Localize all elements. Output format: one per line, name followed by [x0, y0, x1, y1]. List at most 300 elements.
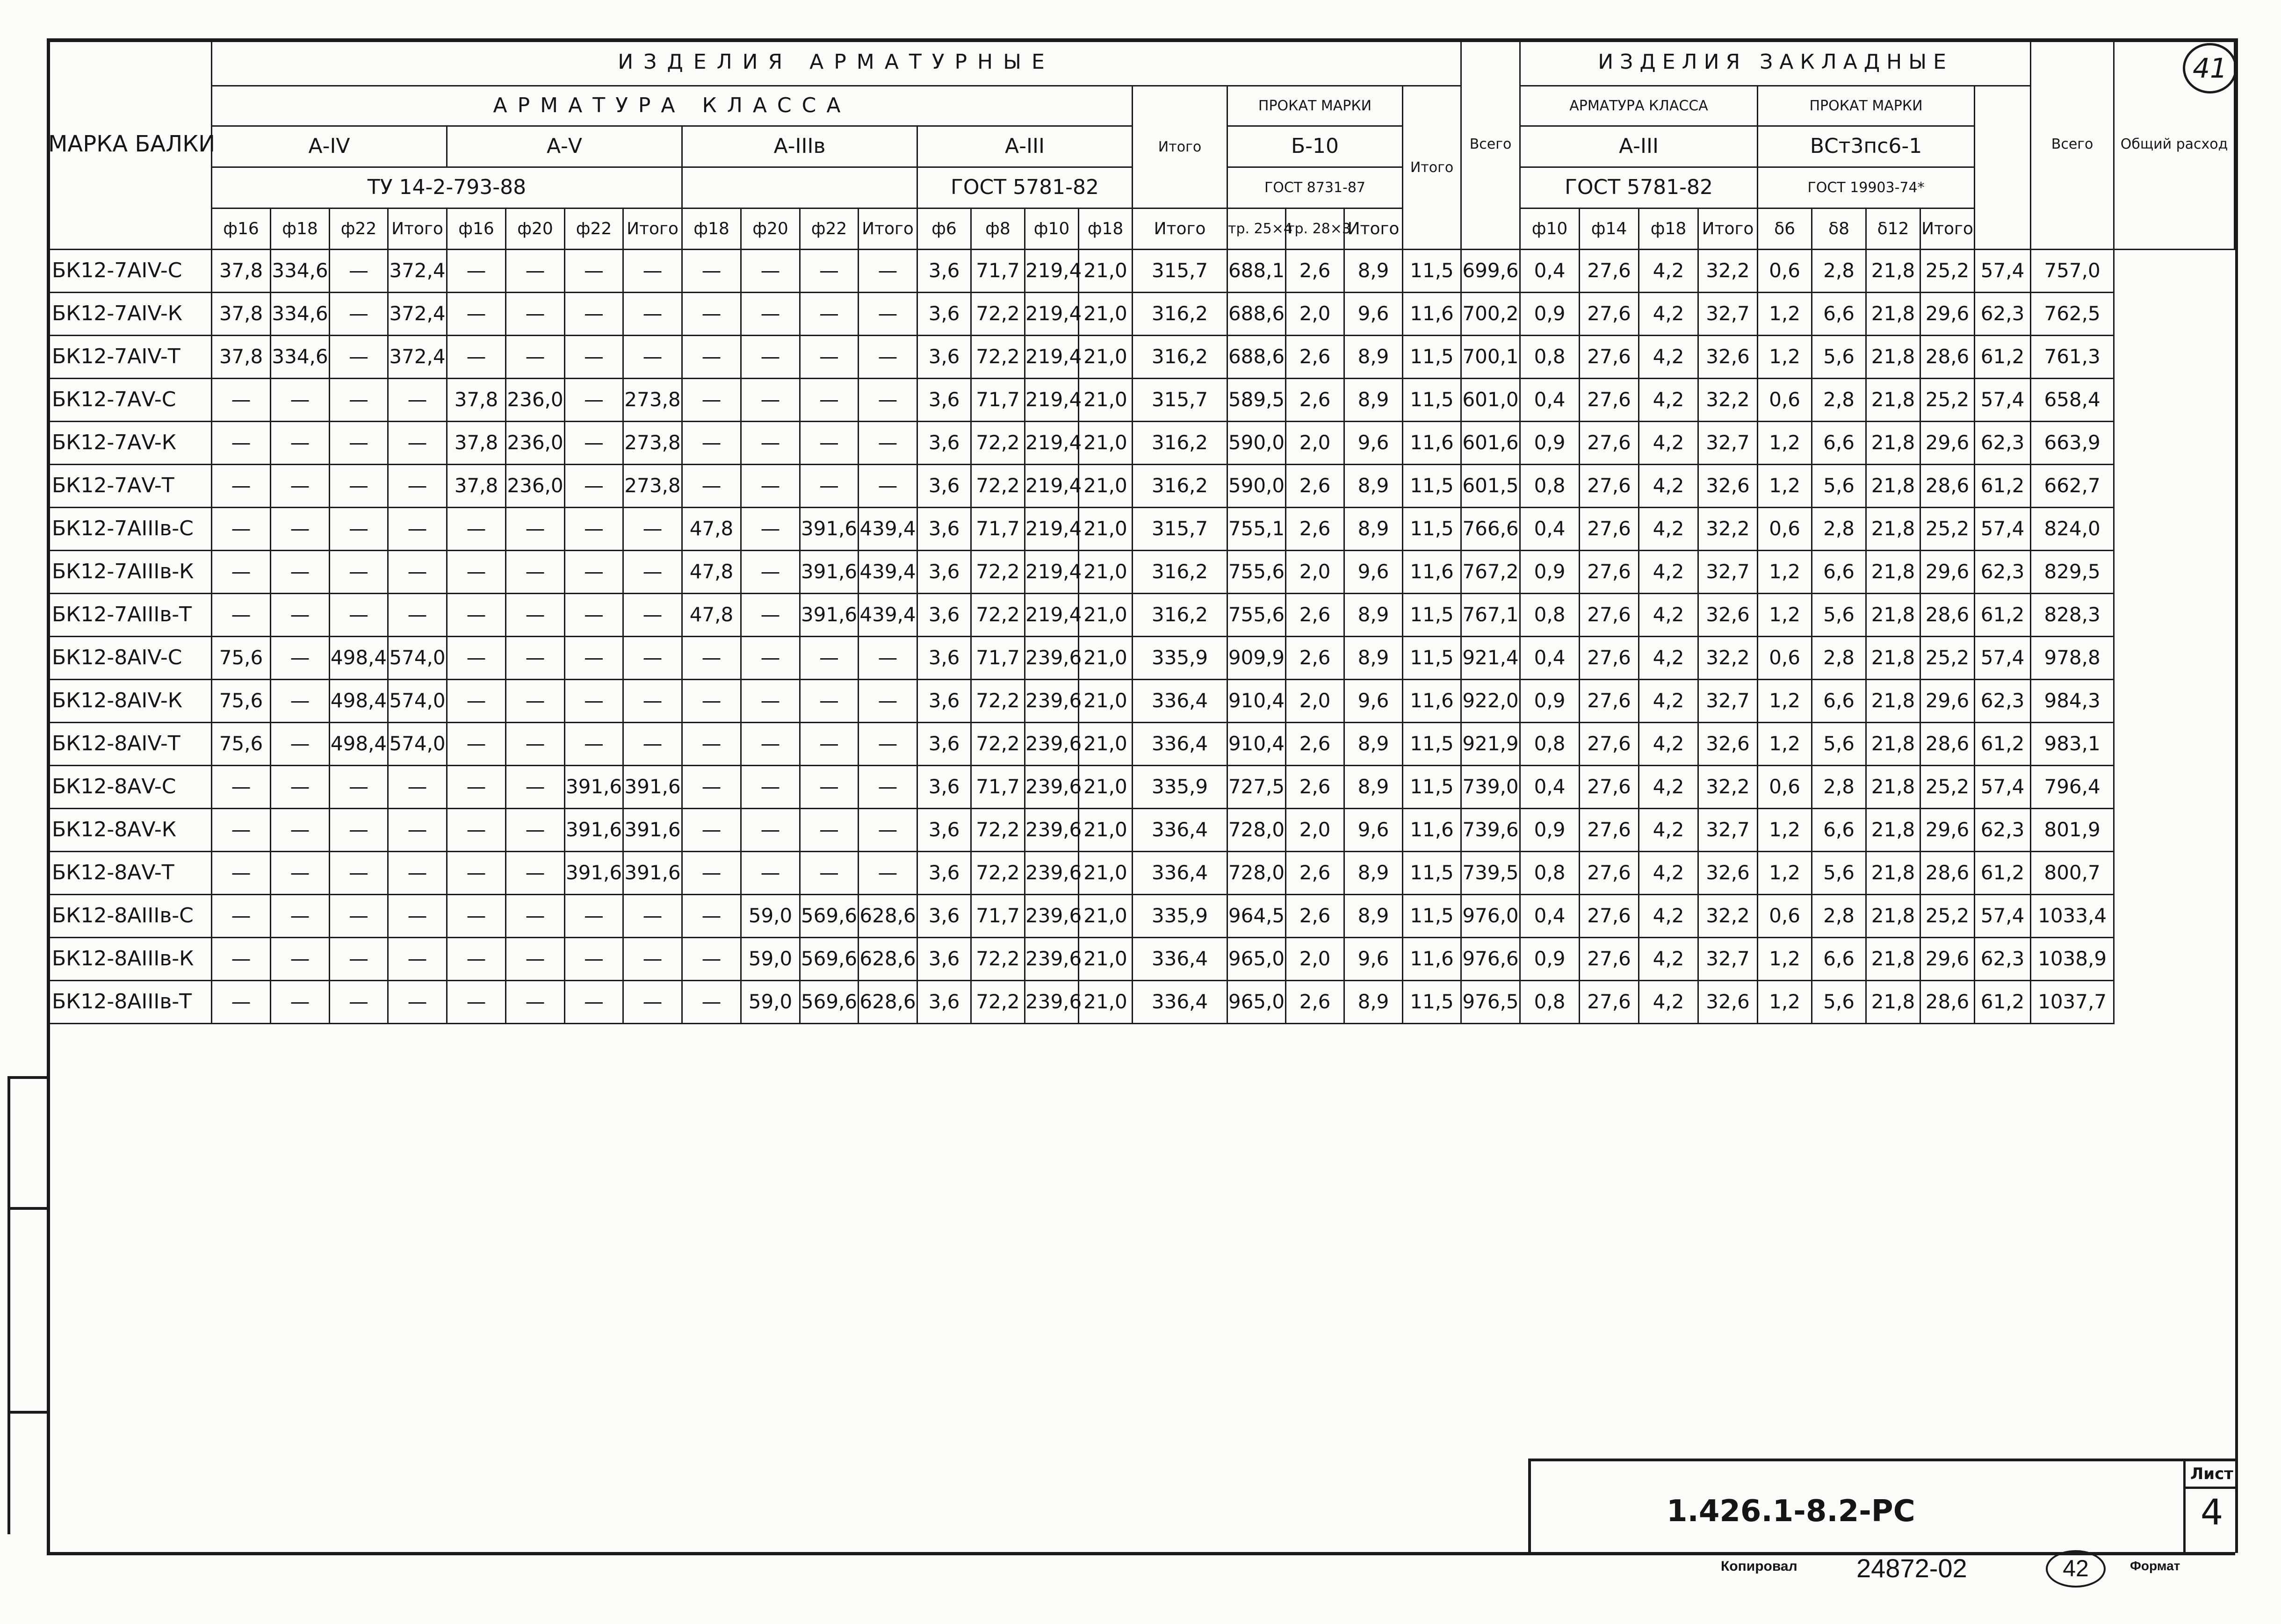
table-cell: — — [623, 981, 682, 1024]
table-row — [48, 809, 2235, 852]
table-cell: 11,5 — [1403, 981, 1461, 1024]
table-cell: 72,2 — [971, 938, 1025, 981]
table-cell: 755,6 — [1227, 551, 1286, 594]
format-label: Формат — [2130, 1559, 2180, 1573]
table-cell: 0,8 — [1520, 594, 1580, 637]
table-cell: 2,6 — [1286, 336, 1344, 379]
table-cell: 21,0 — [1079, 336, 1133, 379]
table-cell: 1033,4 — [2031, 895, 2114, 938]
table-cell: 315,7 — [1133, 250, 1227, 293]
table-cell: — — [623, 680, 682, 723]
table-cell: 601,6 — [1461, 422, 1520, 465]
table-cell: 28,6 — [1920, 723, 1975, 766]
page-circle: 42 — [2046, 1550, 2106, 1588]
table-cell: — — [565, 379, 623, 422]
margin-stub — [7, 1411, 47, 1414]
table-cell: — — [859, 852, 917, 895]
table-cell: — — [623, 938, 682, 981]
table-cell: 4,2 — [1639, 422, 1698, 465]
table-cell: 1,2 — [1758, 293, 1812, 336]
table-cell: 372,4 — [388, 293, 447, 336]
table-cell: 239,6 — [1025, 809, 1079, 852]
header-products-embedded: ИЗДЕЛИЯ ЗАКЛАДНЫЕ — [1520, 39, 2031, 86]
table-cell: 739,6 — [1461, 809, 1520, 852]
table-cell: 28,6 — [1920, 336, 1975, 379]
header-embedded-rebar-class: АРМАТУРА КЛАССА — [1520, 86, 1758, 126]
table-cell: 219,4 — [1025, 336, 1079, 379]
archive-number: 24872-02 — [1856, 1553, 1967, 1583]
table-cell: 315,7 — [1133, 508, 1227, 551]
table-cell: 6,6 — [1812, 680, 1866, 723]
table-cell: — — [330, 465, 388, 508]
column-header: ф22 — [565, 208, 623, 250]
table-cell: — — [800, 809, 859, 852]
table-cell: 21,8 — [1866, 379, 1920, 422]
table-cell: 316,2 — [1133, 422, 1227, 465]
table-cell: 4,2 — [1639, 981, 1698, 1024]
table-row — [48, 852, 2235, 895]
header-group-a5: А-V — [447, 126, 682, 167]
table-cell: — — [388, 852, 447, 895]
table-cell: 21,0 — [1079, 465, 1133, 508]
column-header: ф10 — [1520, 208, 1580, 250]
beam-mark-cell: БК12-8АV-К — [48, 809, 212, 852]
header-rebar-subtotal: Итого — [1133, 86, 1227, 208]
table-cell: 57,4 — [1975, 895, 2031, 938]
table-cell: 21,0 — [1079, 680, 1133, 723]
table-cell: 728,0 — [1227, 852, 1286, 895]
table-cell: 57,4 — [1975, 766, 2031, 809]
table-cell: 32,6 — [1698, 594, 1758, 637]
header-blank — [682, 167, 917, 208]
table-cell: 800,7 — [2031, 852, 2114, 895]
table-cell: 11,5 — [1403, 852, 1461, 895]
table-cell: — — [741, 379, 800, 422]
table-cell: 61,2 — [1975, 594, 2031, 637]
table-row — [48, 551, 2235, 594]
table-cell: — — [506, 680, 565, 723]
table-cell: 984,3 — [2031, 680, 2114, 723]
table-cell: — — [682, 852, 741, 895]
header-embedded-gost-5781: ГОСТ 5781-82 — [1520, 167, 1758, 208]
table-cell: — — [506, 981, 565, 1024]
table-cell: — — [330, 938, 388, 981]
table-cell: 75,6 — [212, 723, 271, 766]
table-cell: 910,4 — [1227, 723, 1286, 766]
table-cell: 21,0 — [1079, 379, 1133, 422]
table-cell: 2,6 — [1286, 766, 1344, 809]
table-cell: 4,2 — [1639, 508, 1698, 551]
table-cell: 3,6 — [917, 594, 971, 637]
table-cell: 11,5 — [1403, 766, 1461, 809]
table-cell: — — [506, 336, 565, 379]
table-cell: 25,2 — [1920, 508, 1975, 551]
table-cell: — — [447, 723, 506, 766]
table-cell: — — [859, 809, 917, 852]
table-cell: — — [682, 422, 741, 465]
margin-stub-vertical — [7, 1076, 10, 1534]
beam-mark-cell: БК12-7АIV-С — [48, 250, 212, 293]
table-cell: 755,1 — [1227, 508, 1286, 551]
table-cell: 32,7 — [1698, 938, 1758, 981]
table-cell: 25,2 — [1920, 895, 1975, 938]
table-cell: 0,9 — [1520, 551, 1580, 594]
table-cell: — — [565, 508, 623, 551]
table-cell: 2,6 — [1286, 508, 1344, 551]
table-cell: 29,6 — [1920, 809, 1975, 852]
table-cell: 0,9 — [1520, 293, 1580, 336]
column-header: ф6 — [917, 208, 971, 250]
table-cell: — — [447, 852, 506, 895]
table-cell: — — [800, 637, 859, 680]
table-cell: — — [447, 250, 506, 293]
table-cell: 574,0 — [388, 637, 447, 680]
table-cell: 219,4 — [1025, 508, 1079, 551]
table-cell: 9,6 — [1344, 551, 1403, 594]
table-cell: 239,6 — [1025, 723, 1079, 766]
table-cell: 4,2 — [1639, 336, 1698, 379]
table-cell: 910,4 — [1227, 680, 1286, 723]
table-cell: 976,6 — [1461, 938, 1520, 981]
table-cell: — — [682, 250, 741, 293]
table-cell: 1,2 — [1758, 938, 1812, 981]
table-cell: 71,7 — [971, 250, 1025, 293]
table-cell: 29,6 — [1920, 293, 1975, 336]
table-cell: 29,6 — [1920, 422, 1975, 465]
table-cell: 0,6 — [1758, 508, 1812, 551]
table-cell: 3,6 — [917, 895, 971, 938]
table-cell: 0,4 — [1520, 766, 1580, 809]
table-cell: 921,9 — [1461, 723, 1520, 766]
table-row — [48, 766, 2235, 809]
table-cell: — — [565, 938, 623, 981]
table-cell: 0,8 — [1520, 336, 1580, 379]
table-cell: 8,9 — [1344, 465, 1403, 508]
table-cell: 29,6 — [1920, 680, 1975, 723]
table-cell: 21,0 — [1079, 293, 1133, 336]
table-cell: 4,2 — [1639, 293, 1698, 336]
column-header: ф14 — [1580, 208, 1639, 250]
table-cell: — — [212, 766, 271, 809]
table-cell: 976,5 — [1461, 981, 1520, 1024]
table-cell: — — [330, 981, 388, 1024]
table-cell: 2,8 — [1812, 637, 1866, 680]
table-cell: — — [800, 766, 859, 809]
table-cell: 688,6 — [1227, 293, 1286, 336]
table-row — [48, 250, 2235, 293]
table-cell: 273,8 — [623, 422, 682, 465]
table-cell: — — [741, 809, 800, 852]
table-cell: 8,9 — [1344, 508, 1403, 551]
table-cell: — — [388, 981, 447, 1024]
table-cell: 8,9 — [1344, 895, 1403, 938]
table-cell: 72,2 — [971, 293, 1025, 336]
table-cell: 0,4 — [1520, 379, 1580, 422]
table-cell: — — [330, 766, 388, 809]
table-cell: 219,4 — [1025, 551, 1079, 594]
table-cell: 32,7 — [1698, 422, 1758, 465]
table-cell: 32,2 — [1698, 250, 1758, 293]
table-cell: — — [388, 379, 447, 422]
table-row — [48, 637, 2235, 680]
table-cell: 32,2 — [1698, 379, 1758, 422]
table-cell: 6,6 — [1812, 551, 1866, 594]
header-group-a3: А-III — [917, 126, 1133, 167]
table-cell: — — [800, 293, 859, 336]
table-cell: 27,6 — [1580, 723, 1639, 766]
table-cell: 590,0 — [1227, 465, 1286, 508]
header-embedded-rolled-brand: ПРОКАТ МАРКИ — [1758, 86, 1975, 126]
table-cell: 336,4 — [1133, 809, 1227, 852]
table-cell: 71,7 — [971, 766, 1025, 809]
table-cell: 239,6 — [1025, 637, 1079, 680]
table-cell: 21,8 — [1866, 723, 1920, 766]
table-cell: 21,8 — [1866, 336, 1920, 379]
table-cell: — — [271, 422, 330, 465]
table-cell: 27,6 — [1580, 895, 1639, 938]
table-cell: 3,6 — [917, 852, 971, 895]
margin-stub — [7, 1207, 47, 1210]
table-cell: 700,1 — [1461, 336, 1520, 379]
table-cell: — — [859, 250, 917, 293]
table-cell: 0,6 — [1758, 895, 1812, 938]
table-cell: — — [330, 852, 388, 895]
table-cell: — — [506, 637, 565, 680]
table-cell: 498,4 — [330, 637, 388, 680]
table-cell: — — [506, 551, 565, 594]
table-cell: 5,6 — [1812, 465, 1866, 508]
table-cell: — — [506, 938, 565, 981]
table-cell: — — [741, 336, 800, 379]
table-cell: — — [741, 637, 800, 680]
table-cell: — — [506, 508, 565, 551]
column-header: тр. 25×4 — [1227, 208, 1286, 250]
table-body — [48, 250, 2235, 1024]
table-cell: — — [212, 809, 271, 852]
table-cell: 688,1 — [1227, 250, 1286, 293]
column-header: ф20 — [506, 208, 565, 250]
table-cell: — — [682, 336, 741, 379]
table-cell: 2,6 — [1286, 981, 1344, 1024]
table-cell: — — [271, 680, 330, 723]
table-cell: 336,4 — [1133, 938, 1227, 981]
table-cell: 0,9 — [1520, 938, 1580, 981]
table-cell: 1,2 — [1758, 680, 1812, 723]
table-cell: 824,0 — [2031, 508, 2114, 551]
table-cell: 965,0 — [1227, 938, 1286, 981]
table-cell: — — [212, 895, 271, 938]
table-cell: 1,2 — [1758, 809, 1812, 852]
table-cell: 27,6 — [1580, 981, 1639, 1024]
table-cell: 4,2 — [1639, 766, 1698, 809]
table-cell: 219,4 — [1025, 379, 1079, 422]
column-header: δ8 — [1812, 208, 1866, 250]
table-cell: 47,8 — [682, 508, 741, 551]
table-cell: 0,6 — [1758, 379, 1812, 422]
table-cell: 0,8 — [1520, 723, 1580, 766]
table-cell: 334,6 — [271, 336, 330, 379]
table-cell: 391,6 — [565, 852, 623, 895]
table-cell: — — [800, 465, 859, 508]
beam-mark-cell: БК12-7АIIIв-С — [48, 508, 212, 551]
table-cell: 21,8 — [1866, 809, 1920, 852]
table-cell: 11,5 — [1403, 336, 1461, 379]
table-cell: 978,8 — [2031, 637, 2114, 680]
header-rebar-class: АРМАТУРА КЛАССА — [212, 86, 1133, 126]
table-cell: — — [212, 551, 271, 594]
table-cell: — — [623, 250, 682, 293]
table-cell: — — [212, 379, 271, 422]
beam-mark-cell: БК12-8АIV-К — [48, 680, 212, 723]
table-cell: 5,6 — [1812, 981, 1866, 1024]
header-rebar-products-total: Итого — [1403, 86, 1461, 250]
table-cell: — — [271, 379, 330, 422]
table-cell: 8,9 — [1344, 336, 1403, 379]
table-cell: 37,8 — [212, 336, 271, 379]
table-cell: 658,4 — [2031, 379, 2114, 422]
table-row — [48, 422, 2235, 465]
table-cell: 4,2 — [1639, 379, 1698, 422]
table-cell: — — [506, 293, 565, 336]
table-cell: — — [330, 551, 388, 594]
table-cell: 21,0 — [1079, 809, 1133, 852]
table-cell: 965,0 — [1227, 981, 1286, 1024]
table-cell: 439,4 — [859, 594, 917, 637]
table-cell: 219,4 — [1025, 293, 1079, 336]
table-cell: 3,6 — [917, 981, 971, 1024]
beam-mark-cell: БК12-8АV-Т — [48, 852, 212, 895]
table-cell: — — [859, 336, 917, 379]
beam-mark-cell: БК12-7АV-К — [48, 422, 212, 465]
column-header: Итого — [388, 208, 447, 250]
table-cell: 219,4 — [1025, 465, 1079, 508]
table-cell: 239,6 — [1025, 852, 1079, 895]
table-cell: 57,4 — [1975, 637, 2031, 680]
table-cell: 391,6 — [623, 852, 682, 895]
table-cell: 316,2 — [1133, 293, 1227, 336]
table-cell: 21,8 — [1866, 465, 1920, 508]
table-cell: 62,3 — [1975, 551, 2031, 594]
header-products-rebar: ИЗДЕЛИЯ АРМАТУРНЫЕ — [212, 39, 1461, 86]
table-cell: 62,3 — [1975, 809, 2031, 852]
table-cell: 3,6 — [917, 766, 971, 809]
table-cell: 2,0 — [1286, 293, 1344, 336]
column-header: ф18 — [271, 208, 330, 250]
table-cell: 1,2 — [1758, 465, 1812, 508]
table-cell: — — [388, 766, 447, 809]
table-cell: 239,6 — [1025, 938, 1079, 981]
table-cell: — — [741, 766, 800, 809]
table-cell: 6,6 — [1812, 422, 1866, 465]
table-cell: 27,6 — [1580, 508, 1639, 551]
table-cell: — — [800, 723, 859, 766]
table-cell: — — [447, 637, 506, 680]
table-cell: 21,8 — [1866, 250, 1920, 293]
table-cell: — — [506, 594, 565, 637]
table-cell: 236,0 — [506, 379, 565, 422]
table-cell: 0,4 — [1520, 637, 1580, 680]
table-cell: — — [682, 766, 741, 809]
table-cell: 1,2 — [1758, 852, 1812, 895]
column-header: ф16 — [212, 208, 271, 250]
table-cell: 8,9 — [1344, 250, 1403, 293]
table-cell: 27,6 — [1580, 680, 1639, 723]
table-cell: — — [271, 766, 330, 809]
table-cell: 1,2 — [1758, 981, 1812, 1024]
table-cell: 11,5 — [1403, 508, 1461, 551]
beam-mark-cell: БК12-8АIIIв-С — [48, 895, 212, 938]
header-group-a4: А-IV — [212, 126, 447, 167]
table-cell: 273,8 — [623, 465, 682, 508]
table-cell: — — [212, 465, 271, 508]
table-cell: 3,6 — [917, 938, 971, 981]
table-cell: 3,6 — [917, 551, 971, 594]
table-cell: 700,2 — [1461, 293, 1520, 336]
table-cell: 21,0 — [1079, 981, 1133, 1024]
table-cell: 2,6 — [1286, 637, 1344, 680]
table-cell: 11,5 — [1403, 637, 1461, 680]
table-cell: 21,8 — [1866, 680, 1920, 723]
table-cell: 9,6 — [1344, 938, 1403, 981]
table-cell: 9,6 — [1344, 680, 1403, 723]
table-cell: 590,0 — [1227, 422, 1286, 465]
table-row — [48, 981, 2235, 1024]
table-cell: 391,6 — [800, 551, 859, 594]
table-cell: 372,4 — [388, 336, 447, 379]
table-cell: 8,9 — [1344, 594, 1403, 637]
column-header: ф22 — [330, 208, 388, 250]
table-cell: 11,6 — [1403, 938, 1461, 981]
table-cell: — — [741, 465, 800, 508]
table-cell: 2,0 — [1286, 938, 1344, 981]
table-cell: 47,8 — [682, 594, 741, 637]
table-cell: 2,6 — [1286, 852, 1344, 895]
table-cell: 739,5 — [1461, 852, 1520, 895]
table-cell: 71,7 — [971, 508, 1025, 551]
table-cell: 4,2 — [1639, 723, 1698, 766]
table-cell: 498,4 — [330, 680, 388, 723]
table-cell: 767,2 — [1461, 551, 1520, 594]
header-mark: МАРКА БАЛКИ — [48, 39, 212, 250]
table-cell: 2,0 — [1286, 551, 1344, 594]
table-cell: — — [741, 508, 800, 551]
table-cell: 1,2 — [1758, 551, 1812, 594]
table-cell: 21,8 — [1866, 508, 1920, 551]
table-cell: 27,6 — [1580, 809, 1639, 852]
table-cell: 3,6 — [917, 809, 971, 852]
table-cell: — — [506, 895, 565, 938]
table-cell: 239,6 — [1025, 766, 1079, 809]
table-cell: — — [330, 895, 388, 938]
table-cell: 59,0 — [741, 981, 800, 1024]
table-cell: 801,9 — [2031, 809, 2114, 852]
table-cell: — — [388, 508, 447, 551]
table-cell: 72,2 — [971, 551, 1025, 594]
table-cell: — — [565, 551, 623, 594]
table-cell: 236,0 — [506, 465, 565, 508]
table-cell: — — [271, 981, 330, 1024]
table-cell: — — [447, 508, 506, 551]
table-cell: — — [800, 336, 859, 379]
table-cell: 0,4 — [1520, 895, 1580, 938]
table-cell: 569,6 — [800, 938, 859, 981]
table-cell: 2,8 — [1812, 508, 1866, 551]
table-cell: — — [800, 379, 859, 422]
table-cell: 8,9 — [1344, 637, 1403, 680]
table-cell: — — [447, 766, 506, 809]
table-cell: 574,0 — [388, 680, 447, 723]
table-cell: — — [859, 379, 917, 422]
